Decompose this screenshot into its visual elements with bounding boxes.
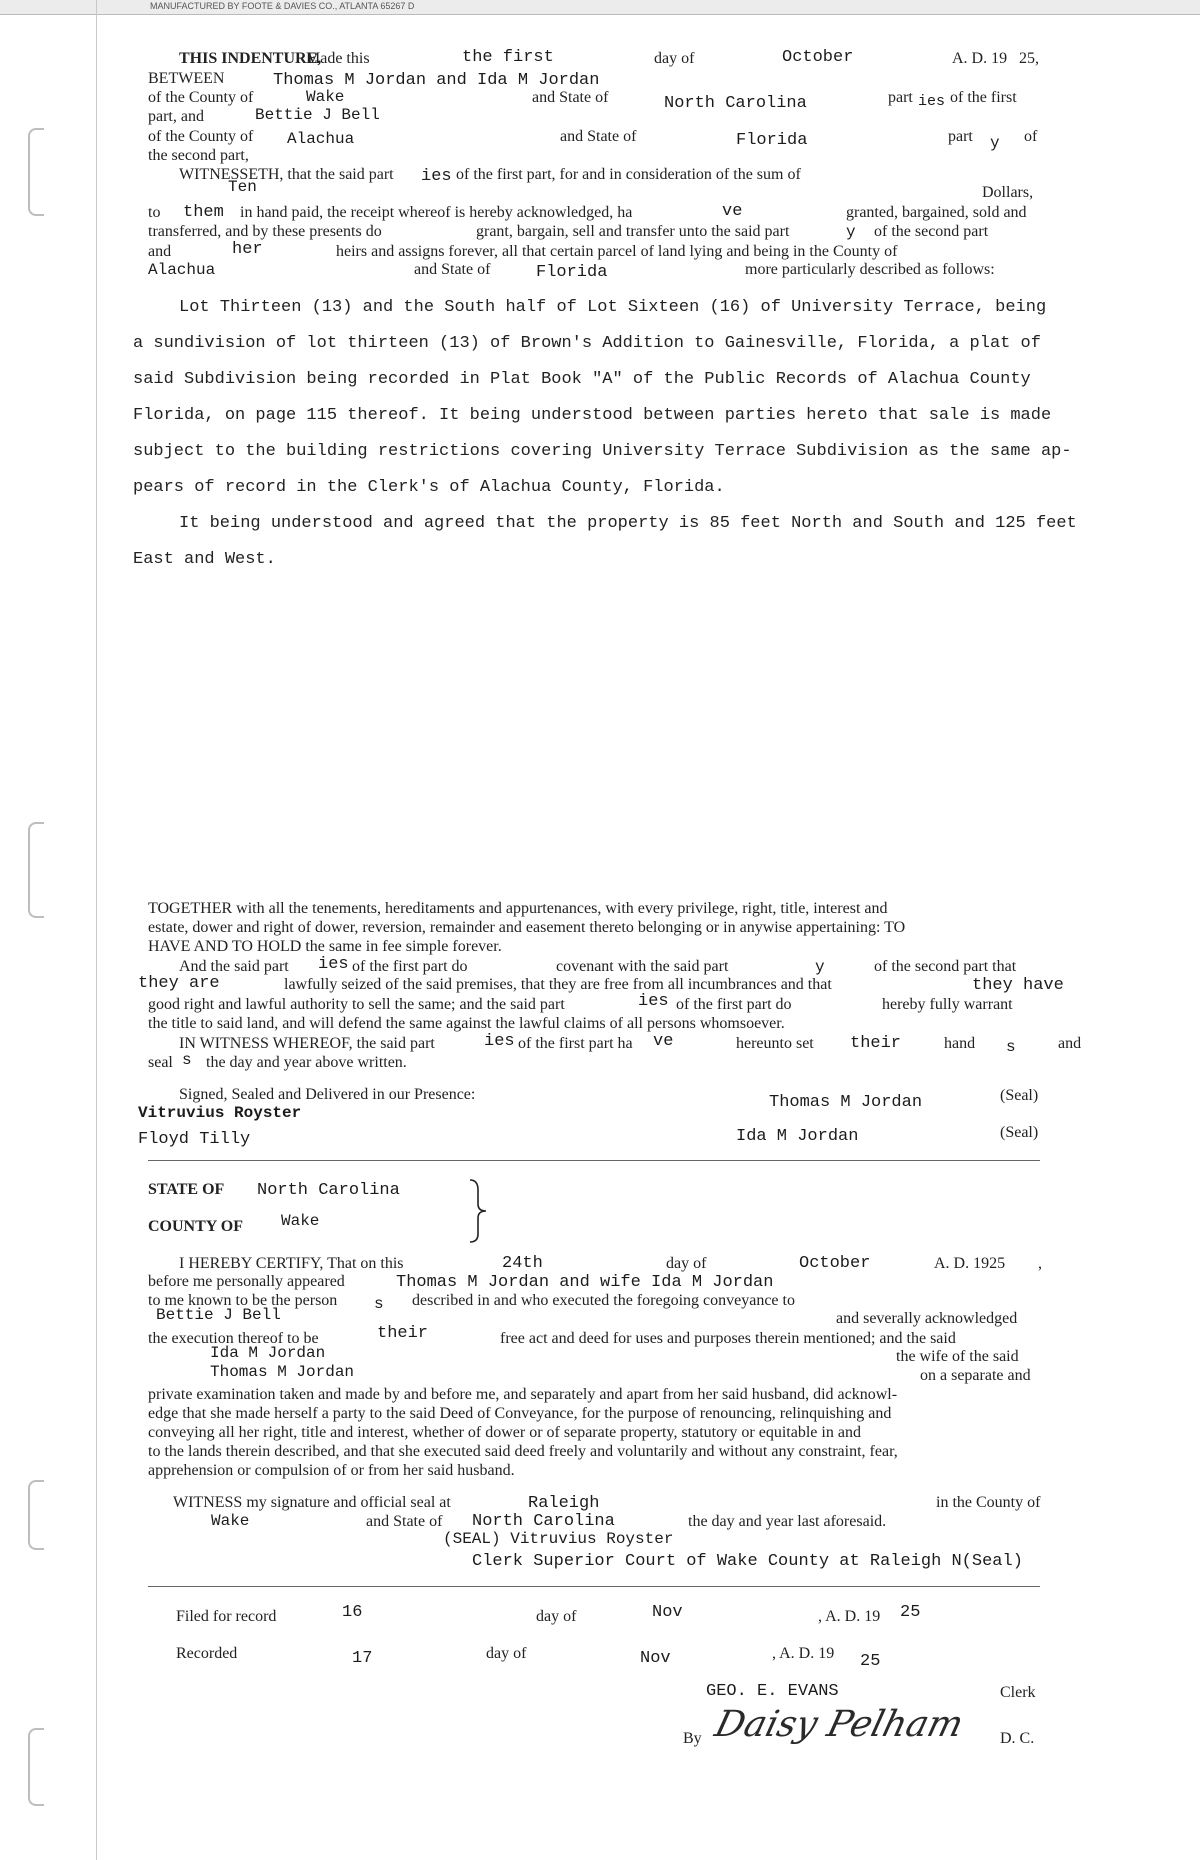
parties-suffix: ies xyxy=(918,93,946,110)
filed-day-of: day of xyxy=(536,1608,577,1625)
consideration-sum: Ten xyxy=(228,178,257,196)
clerk-name: GEO. E. EVANS xyxy=(706,1682,839,1701)
grantor-state: North Carolina xyxy=(664,94,807,113)
land-state: Florida xyxy=(536,263,608,282)
recorded-year: 25 xyxy=(860,1652,881,1671)
together-line: TOGETHER with all the tenements, hereditaments and appurtenances, with every privilege, right, title, interest and xyxy=(148,900,888,917)
appeared-text: before me personally appeared xyxy=(148,1273,345,1290)
section-divider xyxy=(148,1586,1040,1587)
official-title: Clerk Superior Court of Wake County at Raleigh N(Seal) xyxy=(472,1552,1023,1571)
section-divider xyxy=(148,1160,1040,1161)
ack-state-2: North Carolina xyxy=(472,1512,615,1531)
grantor-county: Wake xyxy=(306,88,345,106)
good-right: good right and lawful authority to sell the same; and the said part xyxy=(148,996,565,1013)
seal-label: seal xyxy=(148,1054,173,1071)
official-signature: (SEAL) Vitruvius Royster xyxy=(443,1530,674,1548)
grantee-name: Bettie J Bell xyxy=(255,106,380,124)
county-of-label-2: of the County of xyxy=(148,128,254,145)
description-line: said Subdivision being recorded in Plat Book "A" of the Public Records of Alachua County xyxy=(133,370,1031,389)
exam-line: to the lands therein described, and that she executed said deed freely and voluntarily and without any constraint, fear, xyxy=(148,1443,898,1460)
granted-text: granted, bargained, sold and xyxy=(846,204,1027,221)
second-part-label: the second part, xyxy=(148,147,249,164)
day-year-text: the day and year last aforesaid. xyxy=(688,1513,887,1530)
grantors: Thomas M Jordan and Ida M Jordan xyxy=(273,71,600,90)
pronoun: her xyxy=(232,240,263,259)
clerk-label: Clerk xyxy=(1000,1684,1036,1701)
wife-of-text: the wife of the said xyxy=(896,1348,1019,1365)
ack-state: North Carolina xyxy=(257,1181,400,1200)
part-and-label: part, and xyxy=(148,108,204,125)
and-state-of-text: and State of xyxy=(414,261,491,278)
recorded-label: Recorded xyxy=(176,1645,238,1662)
part-label: part xyxy=(948,128,973,145)
dc-label: D. C. xyxy=(1000,1730,1035,1747)
witness-name: Vitruvius Royster xyxy=(138,1104,302,1122)
county-of-text: in the County of xyxy=(936,1494,1041,1511)
deed-month: October xyxy=(782,48,854,67)
ack-ad: A. D. 1925 xyxy=(934,1255,1006,1272)
known-text: to me known to be the person xyxy=(148,1292,338,1309)
ack-county: Wake xyxy=(281,1212,320,1230)
ack-day: 24th xyxy=(502,1254,543,1273)
exam-line: edge that she made herself a party to the said Deed of Conveyance, for the purpose of renouncing, relinquishing and xyxy=(148,1405,892,1422)
fully-warrant: hereby fully warrant xyxy=(882,996,1013,1013)
filed-label: Filed for record xyxy=(176,1608,277,1625)
binding-mark xyxy=(28,822,44,918)
to-label: to xyxy=(148,204,161,221)
day-year-written: the day and year above written. xyxy=(206,1054,407,1071)
to-whom: them xyxy=(183,203,224,222)
hereunto-set: hereunto set xyxy=(736,1035,814,1052)
property-description xyxy=(133,290,1077,578)
grantee-suffix: y xyxy=(990,134,1000,152)
execution-text: the execution thereof to be xyxy=(148,1330,319,1347)
parties-label: part xyxy=(888,89,913,106)
together-line: estate, dower and right of dower, reversion, remainder and easement thereto belonging or in anywise appertaining: TO xyxy=(148,919,906,936)
land-county: Alachua xyxy=(148,261,216,279)
witness-sig-text: WITNESS my signature and official seal at xyxy=(173,1494,451,1511)
by-label: By xyxy=(683,1730,702,1747)
and-label-2: and xyxy=(1058,1035,1082,1052)
deed-year: 25, xyxy=(1019,50,1039,67)
day-of-label: day of xyxy=(654,50,695,67)
receipt-text: in hand paid, the receipt whereof is hereby acknowledged, ha xyxy=(240,204,633,221)
filed-year: 25 xyxy=(900,1603,921,1622)
known-suffix: s xyxy=(374,1295,384,1313)
first-label: of the first xyxy=(950,89,1017,106)
witness-have-suffix: ve xyxy=(653,1032,674,1051)
covenant-part-suffix: y xyxy=(815,958,825,976)
top-strip xyxy=(0,0,1200,15)
exam-line: apprehension or compulsion of or from her said husband. xyxy=(148,1462,515,1479)
certify-text: I HEREBY CERTIFY, That on this xyxy=(179,1255,404,1272)
ack-comma: , xyxy=(1038,1255,1042,1272)
hands-suffix: s xyxy=(1006,1038,1016,1056)
ack-county-2: Wake xyxy=(211,1512,250,1530)
indenture-label: THIS INDENTURE, xyxy=(179,50,322,67)
first-part-ha: of the first part ha xyxy=(518,1035,633,1052)
made-this-label: Made this xyxy=(306,50,370,67)
separate-text: on a separate and xyxy=(920,1367,1031,1384)
description-line: Florida, on page 115 thereof. It being understood between parties hereto that sale is made xyxy=(133,406,1052,425)
dimensions-line: East and West. xyxy=(133,550,276,569)
heirs-text: heirs and assigns forever, all that certain parcel of land lying and being in the County of xyxy=(336,243,898,260)
filed-month: Nov xyxy=(652,1603,683,1622)
have-suffix: ve xyxy=(722,202,743,221)
deputy-signature: Daisy Pelham xyxy=(710,1704,968,1745)
recorded-day-of: day of xyxy=(486,1645,527,1662)
description-line: Lot Thirteen (13) and the South half of Lot Sixteen (16) of University Terrace, being xyxy=(179,298,1047,317)
grantee-state: Florida xyxy=(736,131,808,150)
seal-mark: (Seal) xyxy=(1000,1087,1039,1104)
they-have: they have xyxy=(972,976,1064,995)
county-of-label: COUNTY OF xyxy=(148,1218,243,1235)
grant-transfer-text: grant, bargain, sell and transfer unto the said part xyxy=(476,223,790,240)
in-witness: IN WITNESS WHEREOF, the said part xyxy=(179,1035,435,1052)
county-of-label: of the County of xyxy=(148,89,254,106)
witness-name: Floyd Tilly xyxy=(138,1130,251,1149)
ad-label: A. D. 19 xyxy=(952,50,1008,67)
wife-name: Ida M Jordan xyxy=(210,1344,326,1362)
dimensions-line: It being understood and agreed that the property is 85 feet North and South and 125 feet xyxy=(179,514,1077,533)
of-second-part-text: of the second part xyxy=(874,223,989,240)
binding-mark xyxy=(28,1728,44,1806)
exam-line: private examination taken and made by and before me, and separately and apart from her said husband, did acknowl- xyxy=(148,1386,898,1403)
warrant-first-part: of the first part do xyxy=(676,996,792,1013)
covenant-suffix: ies xyxy=(318,955,349,974)
first-part-do: of the first part do xyxy=(352,958,468,975)
witnesseth-suffix: ies xyxy=(421,167,452,186)
they-are: they are xyxy=(138,974,220,993)
appeared-names: Thomas M Jordan and wife Ida M Jordan xyxy=(396,1273,774,1292)
binding-mark xyxy=(28,128,44,216)
lawfully-seized: lawfully seized of the said premises, that they are free from all incumbrances and that xyxy=(284,976,832,993)
state-of-label: STATE OF xyxy=(148,1181,225,1198)
presence-label: Signed, Sealed and Delivered in our Presence: xyxy=(179,1086,476,1103)
filed-day: 16 xyxy=(342,1603,363,1622)
transferred-text: transferred, and by these presents do xyxy=(148,223,382,240)
exam-line: conveying all her right, title and interest, whether of dower or of separate property, statutory or equitable in and xyxy=(148,1424,861,1441)
printer-imprint: MANUFACTURED BY FOOTE & DAVIES CO., ATLANTA 65267 D xyxy=(150,1,415,11)
seals-suffix: s xyxy=(182,1051,192,1069)
recorded-day: 17 xyxy=(352,1649,373,1668)
recorded-month: Nov xyxy=(640,1649,671,1668)
grantor-signature: Thomas M Jordan xyxy=(769,1093,923,1112)
description-line: pears of record in the Clerk's of Alachua County, Florida. xyxy=(133,478,725,497)
warrant-suffix: ies xyxy=(638,992,669,1011)
dollars-label: Dollars, xyxy=(982,184,1034,201)
grantee-county: Alachua xyxy=(287,130,355,148)
husband-name: Thomas M Jordan xyxy=(210,1363,355,1381)
margin-line xyxy=(96,0,97,1860)
of-label: of xyxy=(1024,128,1038,145)
severally-text: and severally acknowledged xyxy=(836,1310,1018,1327)
deed-day: the first xyxy=(462,48,554,67)
described-text: described in and who executed the foregoing conveyance to xyxy=(412,1292,795,1309)
together-line: HAVE AND TO HOLD the same in fee simple forever. xyxy=(148,938,502,955)
witnesseth-label: WITNESSETH, that the said part xyxy=(179,166,394,183)
grantor-signature: Ida M Jordan xyxy=(736,1127,859,1146)
and-label: and xyxy=(148,243,172,260)
description-line: subject to the building restrictions covering University Terrace Subdivision as the same ap- xyxy=(133,442,1072,461)
covenant-said-part: And the said part xyxy=(179,958,289,975)
second-part-that: of the second part that xyxy=(874,958,1017,975)
state-of-label: and State of xyxy=(532,89,609,106)
brace-icon xyxy=(466,1178,490,1244)
description-line: a sundivision of lot thirteen (13) of Brown's Addition to Gainesville, Florida, a plat of xyxy=(133,334,1041,353)
witness-suffix: ies xyxy=(484,1032,515,1051)
recorded-ad: , A. D. 19 xyxy=(772,1645,835,1662)
free-act-text: free act and deed for uses and purposes therein mentioned; and the said xyxy=(500,1330,956,1347)
ack-place: Raleigh xyxy=(528,1494,600,1513)
seal-mark: (Seal) xyxy=(1000,1124,1039,1141)
binding-mark xyxy=(28,1480,44,1550)
conveyance-to: Bettie J Bell xyxy=(156,1306,281,1324)
between-label: BETWEEN xyxy=(148,70,225,87)
ack-their: their xyxy=(377,1324,429,1343)
filed-ad: , A. D. 19 xyxy=(818,1608,881,1625)
part-suffix: y xyxy=(846,223,856,241)
ack-day-of: day of xyxy=(666,1255,707,1272)
ack-state-of: and State of xyxy=(366,1513,443,1530)
covenant-with: covenant with the said part xyxy=(556,958,729,975)
hand-label: hand xyxy=(944,1035,976,1052)
witness-their: their xyxy=(850,1034,902,1053)
more-particularly-text: more particularly described as follows: xyxy=(745,261,995,278)
state-of-label-2: and State of xyxy=(560,128,637,145)
title-line: the title to said land, and will defend the same against the lawful claims of all persons whomsoever. xyxy=(148,1015,785,1032)
ack-month: October xyxy=(799,1254,871,1273)
witnesseth-tail: of the first part, for and in consideration of the sum of xyxy=(456,166,801,183)
